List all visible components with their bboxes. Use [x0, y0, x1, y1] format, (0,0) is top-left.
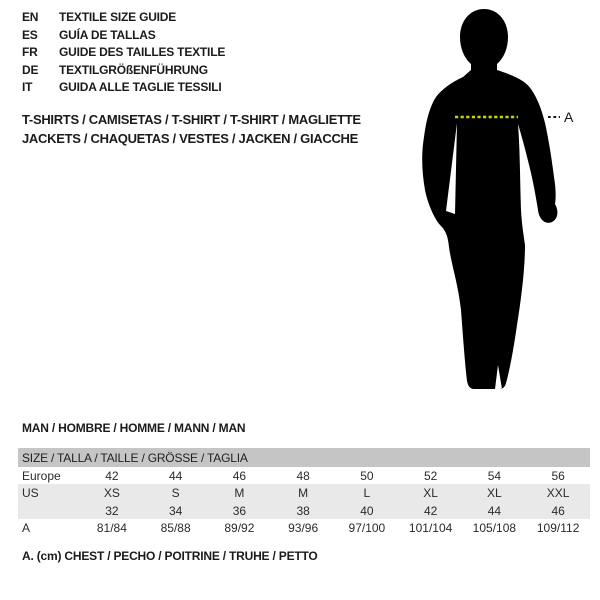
lang-label: GUIDE DES TAILLES TEXTILE: [59, 45, 226, 60]
size-table-header: SIZE / TALLA / TAILLE / GRÖSSE / TAGLIA: [18, 448, 590, 467]
size-table: [18, 448, 590, 537]
lang-label: GUIDA ALLE TAGLIE TESSILI: [59, 80, 222, 95]
table-row-chest-a: [18, 519, 590, 537]
lang-code: ES: [22, 27, 38, 42]
cell: 44: [144, 467, 208, 484]
section-title-man: MAN / HOMBRE / HOMME / MANN / MAN: [22, 421, 246, 435]
cell: 93/96: [271, 519, 335, 537]
cell: 46: [208, 467, 272, 484]
lang-code: DE: [22, 62, 39, 77]
row-label: Europe: [18, 467, 80, 484]
product-line-tshirts: T-SHIRTS / CAMISETAS / T-SHIRT / T-SHIRT / MAGLIETTE: [22, 112, 361, 127]
cell: 46: [526, 502, 590, 519]
table-row-us: [18, 484, 590, 502]
cell: 97/100: [335, 519, 399, 537]
cell: 42: [80, 467, 144, 484]
cell: L: [335, 484, 399, 502]
cell: 34: [144, 502, 208, 519]
cell: XL: [399, 484, 463, 502]
cell: 109/112: [526, 519, 590, 537]
cell: XL: [463, 484, 527, 502]
cell: S: [144, 484, 208, 502]
cell: XXL: [526, 484, 590, 502]
row-label: US: [18, 484, 80, 502]
cell: 85/88: [144, 519, 208, 537]
lang-row-en: [22, 9, 225, 27]
lang-row-de: [22, 62, 225, 80]
table-row-europe: [18, 467, 590, 484]
cell: 52: [399, 467, 463, 484]
measurement-note: A. (cm) CHEST / PECHO / POITRINE / TRUHE / PETTO: [22, 549, 318, 563]
lang-row-es: [22, 27, 225, 45]
man-silhouette-figure: [400, 0, 600, 400]
row-label: A: [18, 519, 80, 537]
cell: 89/92: [208, 519, 272, 537]
cell: 81/84: [80, 519, 144, 537]
cell: XS: [80, 484, 144, 502]
lang-code: EN: [22, 10, 39, 24]
cell: 44: [463, 502, 527, 519]
lang-label: GUÍA DE TALLAS: [59, 27, 156, 42]
man-silhouette: [400, 0, 600, 400]
lang-row-fr: [22, 44, 225, 62]
cell: 36: [208, 502, 272, 519]
table-row-us-numeric: [18, 502, 590, 519]
cell: 50: [335, 467, 399, 484]
cell: 54: [463, 467, 527, 484]
lang-code: FR: [22, 45, 38, 60]
product-categories: [22, 111, 361, 148]
cell: 56: [526, 467, 590, 484]
measure-label-a: A: [564, 109, 574, 125]
cell: 48: [271, 467, 335, 484]
product-line-jackets: JACKETS / CHAQUETAS / VESTES / JACKEN / GIACCHE: [22, 130, 358, 146]
cell: 101/104: [399, 519, 463, 537]
cell: 32: [80, 502, 144, 519]
cell: 38: [271, 502, 335, 519]
lang-label: TEXTILGRÖßENFÜHRUNG: [59, 62, 208, 77]
lang-code: IT: [22, 80, 33, 95]
cell: 105/108: [463, 519, 527, 537]
lang-row-it: [22, 79, 225, 97]
cell: M: [208, 484, 272, 502]
language-list: [22, 9, 225, 97]
size-table-header-row: [18, 448, 590, 467]
cell: 40: [335, 502, 399, 519]
cell: 42: [399, 502, 463, 519]
lang-label: TEXTILE SIZE GUIDE: [59, 10, 177, 24]
cell: M: [271, 484, 335, 502]
row-label: [18, 502, 80, 519]
